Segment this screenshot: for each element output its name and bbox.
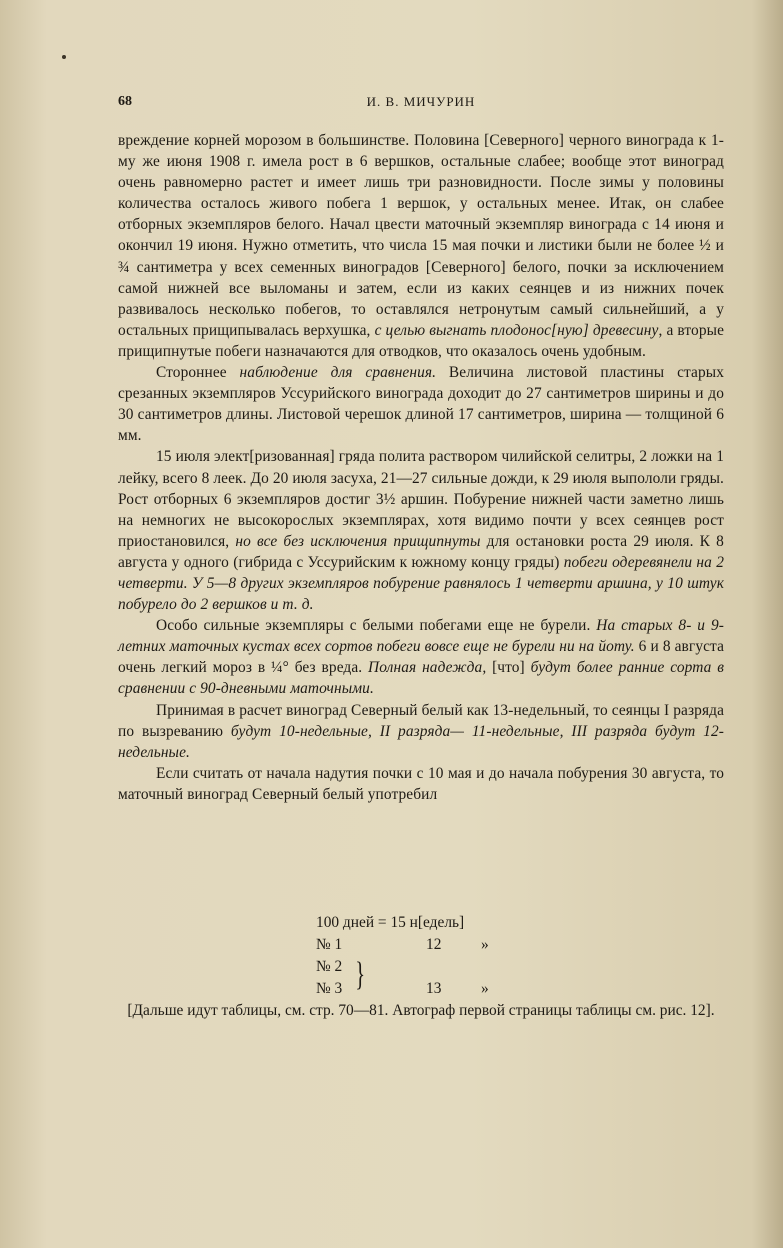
italic-text-run: Полная надежда, [368,659,493,677]
text-run: [что] [492,659,525,677]
italic-text-run: будут более ранние сорта в сравнении с 90-дневными маточными. [118,659,724,698]
calc-label: № 1 [316,936,343,953]
calc-value: 12 [426,936,442,953]
body-text [118,130,724,805]
text-run: Принимая в расчет виноград Северный белый как 13-недельный, то сеянцы I разряда по вызреванию [118,701,724,740]
italic-text-run: с целью выгнать плодонос[ную] древесину [374,321,659,339]
calculation-block [316,914,576,1002]
italic-text-run: побеги одеревянели на 2 четверти. У 5—8 других экземпляров побурение равнялось 1 четверти аршина, у 10 штук побурело до 2 вершков и т. д. [118,553,724,614]
text-run: Величина листовой пластины старых срезанных экземпляров Уссурийского винограда доходит до 27 сантиметров ширины и до 30 сантиметров длины. Листовой черешок длиной 17 сантиметров, ширина — толщиной 6 мм. [118,364,724,445]
italic-text-run: наблюдение для сравнения. [239,364,437,382]
page-header [118,94,724,114]
text-run: для остановки роста 29 июля. К 8 августа у одного (гибрида с Уссурийским к южному концу гряды) [118,532,724,571]
calc-value: 13 [426,980,442,997]
calc-label: № 2 [316,958,343,975]
ink-spot [62,55,66,59]
running-head: И. В. МИЧУРИН [366,94,476,109]
paragraph [118,700,724,763]
editorial-note: [Дальше идут таблицы, см. стр. 70—81. Автограф первой страницы таблицы см. рис. 12]. [127,1002,715,1019]
paragraph [118,130,724,362]
paragraph [118,763,724,805]
calc-ditto: » [481,980,489,997]
calc-total: 100 дней = 15 н[едель] [316,914,465,931]
text-run: 6 и 8 августа очень легкий мороз в ¼° без вреда. [118,638,724,677]
text-run: Особо сильные экземпляры с белыми побегами еще не бурели. [156,617,597,635]
calc-row [316,914,576,936]
paragraph [118,362,724,446]
calc-brace: } [355,956,366,993]
text-run: 15 июля элект[ризованная] гряда полита раствором чилийской селитры, 2 ложки на 1 лейку, всего 8 леек. До 20 июля засуха, 21—27 сильные дожди, к 29 июля выпололи гряды. Рост отборных 6 экземпляров достиг 3½ аршин. Побурение нижней части заметно лишь на немногих не высокорослых экземплярах, хотя видимо почти у всех сеянцев рост приостановился, [118,448,724,550]
text-run: , а вторые прищипнутые побеги назначаются для отводков, что оказалось очень удобным. [118,321,725,360]
calc-ditto: » [481,936,489,953]
italic-text-run: На старых 8- и 9-летних маточных кустах всех сортов побеги вовсе еще не бурели ни на йоту. [118,617,724,656]
italic-text-run: будут 10-недельные, II разряда— 11-недельные, III разряда будут 12-недельные. [118,722,725,761]
italic-text-run: но все без исключения прищипнуты [235,532,481,550]
text-run: вреждение корней морозом в большинстве. Половина [Северного] черного винограда к 1-му же июня 1908 г. имела рост в 6 вершков, остальные слабее; вообще этот виноград очень равномерно растет и имеет лишь три разновидности. После зимы у половины количества осталось живого побега 1 вершок, у остальных менее. Итак, он слабее отборных экземпляров белого. Начал цвести маточный экземпляр винограда с 14 июня и окончил 19 июня. Нужно отметить, что числа 15 мая почки и листики были не более ½ и ¾ сантиметра у всех семенных виноградов [Северного] белого, почки за исключением самой нижней все выломаны и затем, если из каких сеянцев и из нижних почек развивалось несколько побегов, то оставлялся нетронутым самый сильнейший, а у остальных прищипывалась верхушка, [118,132,724,339]
paragraph [118,615,724,699]
page-number: 68 [118,94,132,109]
text-run: Стороннее [156,364,240,382]
calc-row [316,936,576,958]
calc-label: № 3 [316,980,343,997]
text-run: Если считать от начала надутия почки с 10 мая и до начала побурения 30 августа, то маточный виноград Северный белый употребил [118,764,724,803]
paragraph [118,446,724,615]
